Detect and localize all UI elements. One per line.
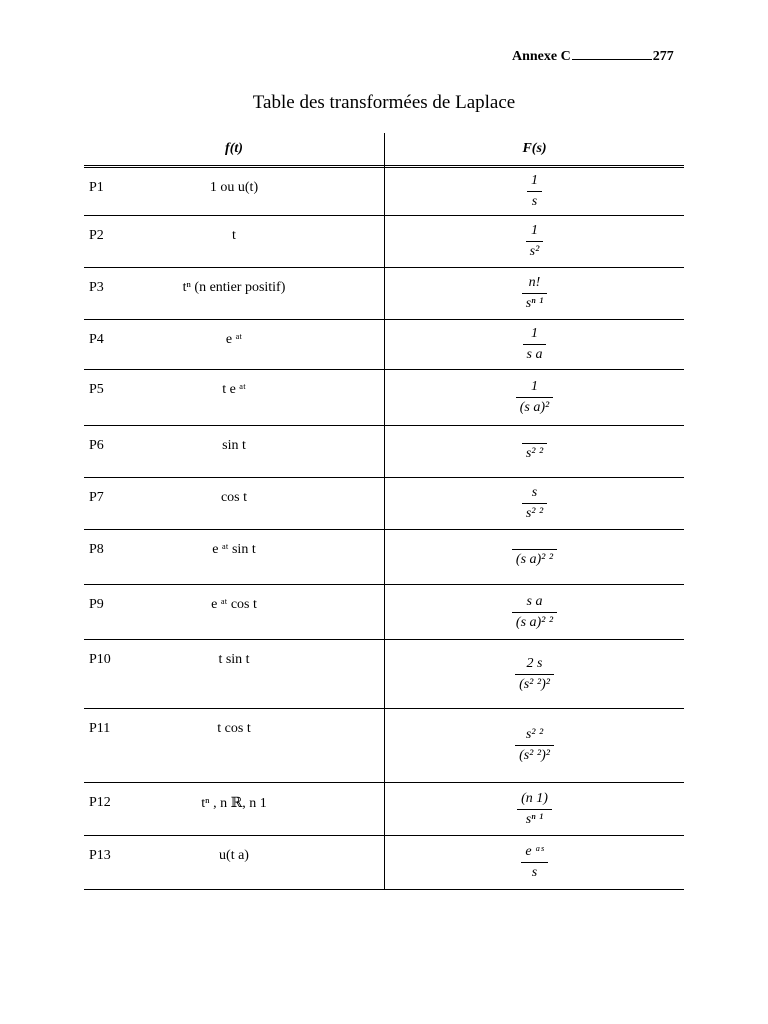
numerator: e ᵃˢ [525,844,544,859]
time-function: e ᵃᵗ sin t [212,542,256,557]
table-row [84,320,684,370]
laplace-transform [385,268,684,319]
laplace-transform [385,168,684,215]
laplace-transform [385,640,684,708]
laplace-transform [385,530,684,584]
denominator: s a [526,347,543,362]
denominator: s [531,865,538,880]
laplace-transform [385,478,684,529]
table-row [84,640,684,709]
annex-label: Annexe C [512,49,571,64]
row-id: P9 [89,597,104,612]
time-function: t sin t [218,652,250,667]
laplace-table [84,133,684,890]
row-id: P2 [89,228,104,243]
numerator: s a [526,593,543,609]
table-row [84,585,684,640]
laplace-transform [385,216,684,267]
laplace-transform [385,709,684,782]
row-id: P6 [89,438,104,453]
time-function: t e ᵃᵗ [222,382,246,397]
numerator: s² ² [525,727,544,742]
laplace-transform [385,783,684,835]
numerator: 1 [530,379,538,394]
column-header-fs: F(s) [522,141,547,156]
row-id: P4 [89,332,104,347]
numerator: (n 1) [521,790,548,806]
time-function: e ᵃᵗ [225,332,243,347]
page-number: 277 [652,49,674,64]
table-row [84,530,684,585]
denominator: s² [529,244,540,259]
table-row [84,268,684,320]
time-function: cos t [220,490,248,505]
time-function: tⁿ , n ℝ, n 1 [201,796,267,811]
time-function: t [232,228,236,243]
laplace-transform [385,320,684,369]
row-id: P10 [89,652,111,667]
denominator: (s² ²)² [519,748,550,763]
numerator: 1 [531,173,538,188]
denominator: (s² ²)² [519,676,550,692]
table-row [84,478,684,530]
numerator: n! [528,275,541,290]
row-id: P11 [89,721,111,736]
row-id: P13 [89,848,111,863]
laplace-transform [385,585,684,639]
row-id: P7 [89,490,104,505]
row-id: P8 [89,542,104,557]
denominator: s [531,194,538,209]
time-function: u(t a) [219,848,249,863]
table-row [84,836,684,890]
row-id: P1 [89,180,104,195]
time-function: t cos t [217,721,251,736]
column-header-ft: f(t) [225,141,243,156]
denominator: (s a)² ² [515,551,554,567]
denominator: sⁿ ¹ [525,296,544,311]
numerator: 1 [531,223,538,238]
header-rule [572,47,652,60]
time-function: 1 ou u(t) [209,180,259,195]
denominator: sⁿ ¹ [525,811,544,827]
denominator: s² ² [525,506,544,521]
table-row [84,216,684,268]
denominator: (s a)² [519,400,550,415]
table-row [84,168,684,216]
laplace-transform [385,426,684,477]
numerator: 1 [530,326,538,341]
table-header [84,133,684,168]
time-function: sin t [222,438,246,453]
row-id: P5 [89,382,104,397]
table-row [84,426,684,478]
denominator: s² ² [525,446,544,461]
table-row [84,709,684,783]
laplace-transform [385,836,684,889]
page-header [512,47,674,65]
time-function: e ᵃᵗ cos t [211,597,257,612]
page-title: Table des transformées de Laplace [252,92,516,113]
table-row [84,370,684,426]
laplace-transform [385,370,684,425]
denominator: (s a)² ² [515,614,554,630]
row-id: P3 [89,280,104,295]
row-id: P12 [89,795,111,810]
time-function: tⁿ (n entier positif) [182,280,286,295]
table-row [84,783,684,836]
numerator: s [531,485,538,500]
numerator: 2 s [526,655,543,671]
